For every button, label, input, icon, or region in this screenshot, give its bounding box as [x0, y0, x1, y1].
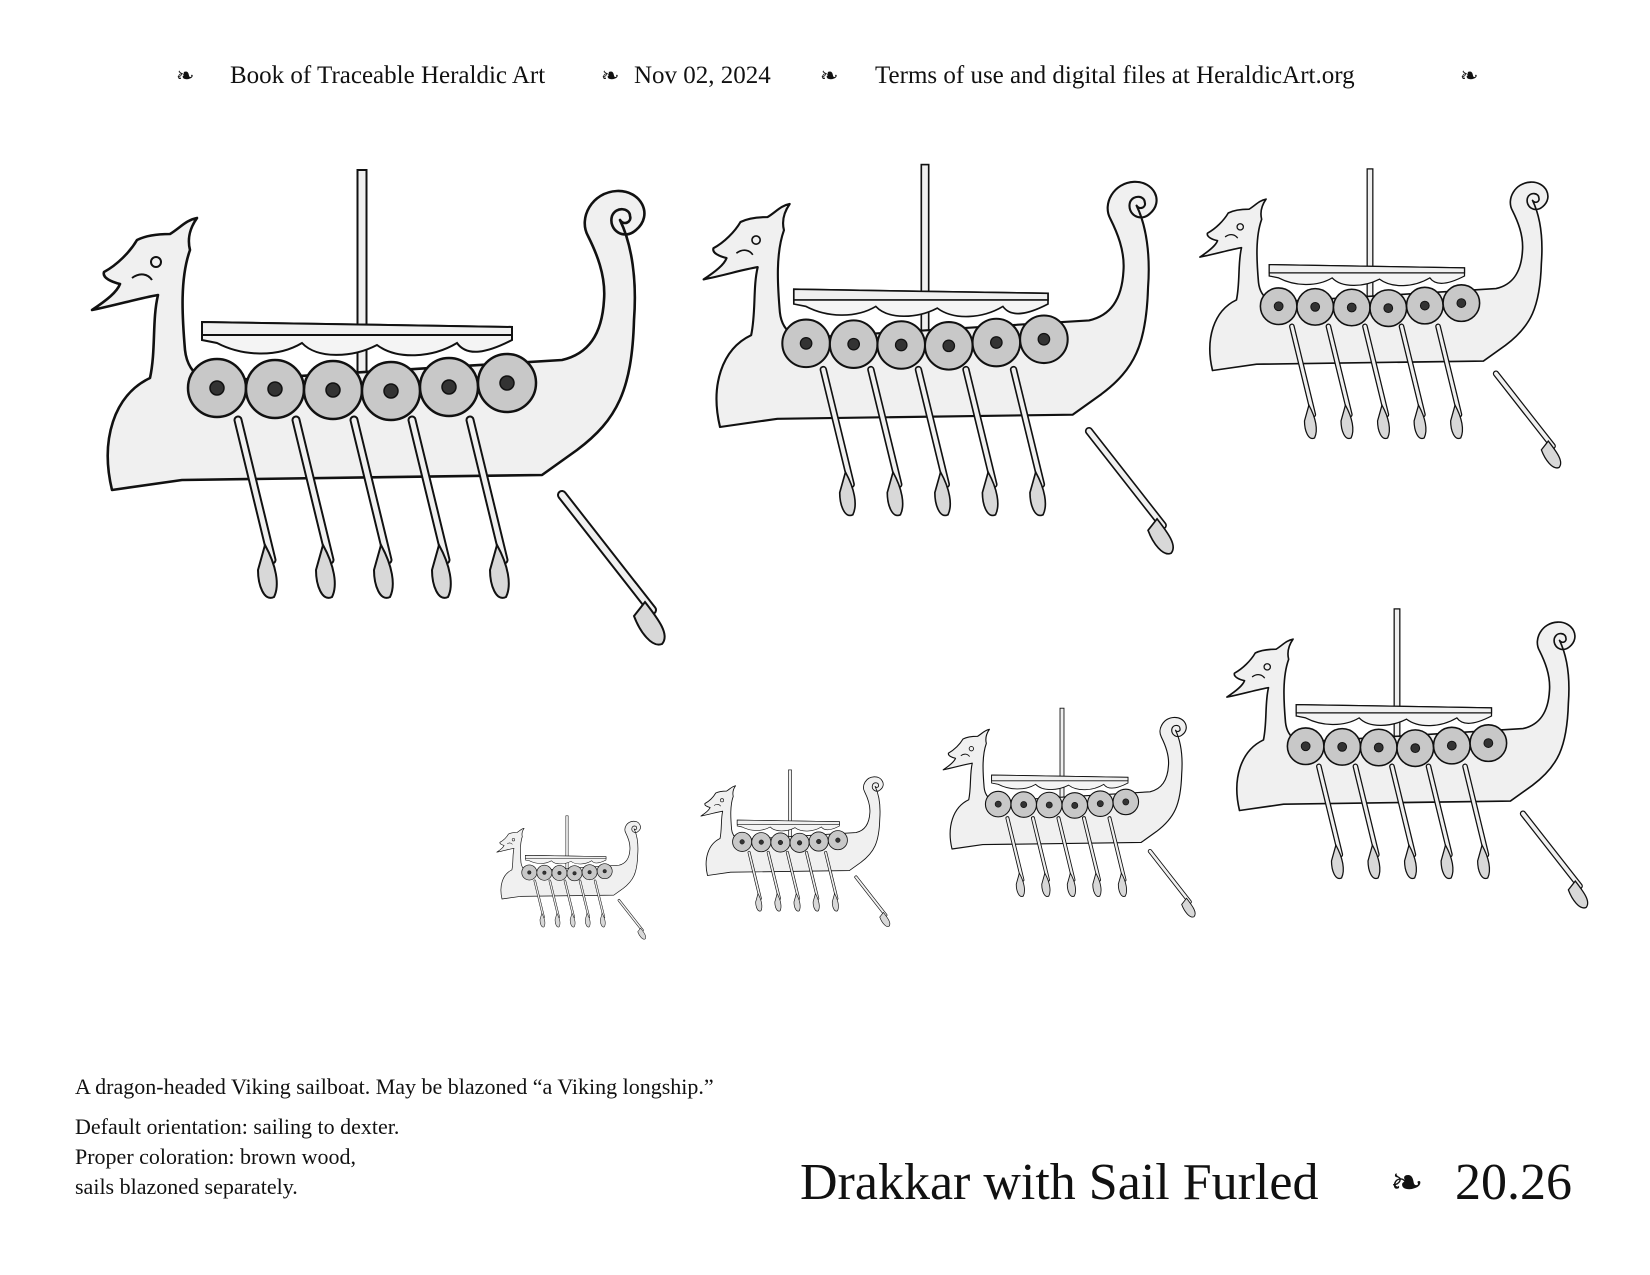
terms-of-use-note: Terms of use and digital files at HeraldicArt.org	[875, 62, 1355, 89]
publication-date: Nov 02, 2024	[634, 62, 771, 89]
description-line: A dragon-headed Viking sailboat. May be blazoned “a Viking longship.”	[75, 1074, 714, 1099]
description-block	[75, 1072, 835, 1202]
drakkar-ship-tiny	[701, 770, 890, 927]
plate-title: Drakkar with Sail Furled	[800, 1154, 1319, 1211]
fleuron-ornament: ❧	[176, 63, 195, 88]
plate-number: 20.26	[1455, 1154, 1572, 1211]
drakkar-ship-small	[1227, 609, 1588, 908]
drakkar-ship-smallest	[497, 816, 646, 939]
drakkar-ship-small	[1200, 169, 1561, 468]
drakkar-ship-large	[92, 170, 665, 645]
fleuron-ornament: ❧	[1390, 1160, 1424, 1205]
fleuron-ornament: ❧	[601, 63, 620, 88]
drakkar-ship-smaller	[943, 708, 1195, 917]
orientation-note: Default orientation: sailing to dexter.	[75, 1114, 400, 1139]
fleuron-ornament: ❧	[1460, 63, 1479, 88]
drakkar-ship-medium	[704, 165, 1174, 554]
fleuron-ornament: ❧	[820, 63, 839, 88]
coloration-note-continued: sails blazoned separately.	[75, 1174, 298, 1199]
book-title: Book of Traceable Heraldic Art	[230, 62, 546, 89]
plate-title-block	[800, 1148, 1580, 1218]
coloration-note: Proper coloration: brown wood,	[75, 1144, 357, 1169]
